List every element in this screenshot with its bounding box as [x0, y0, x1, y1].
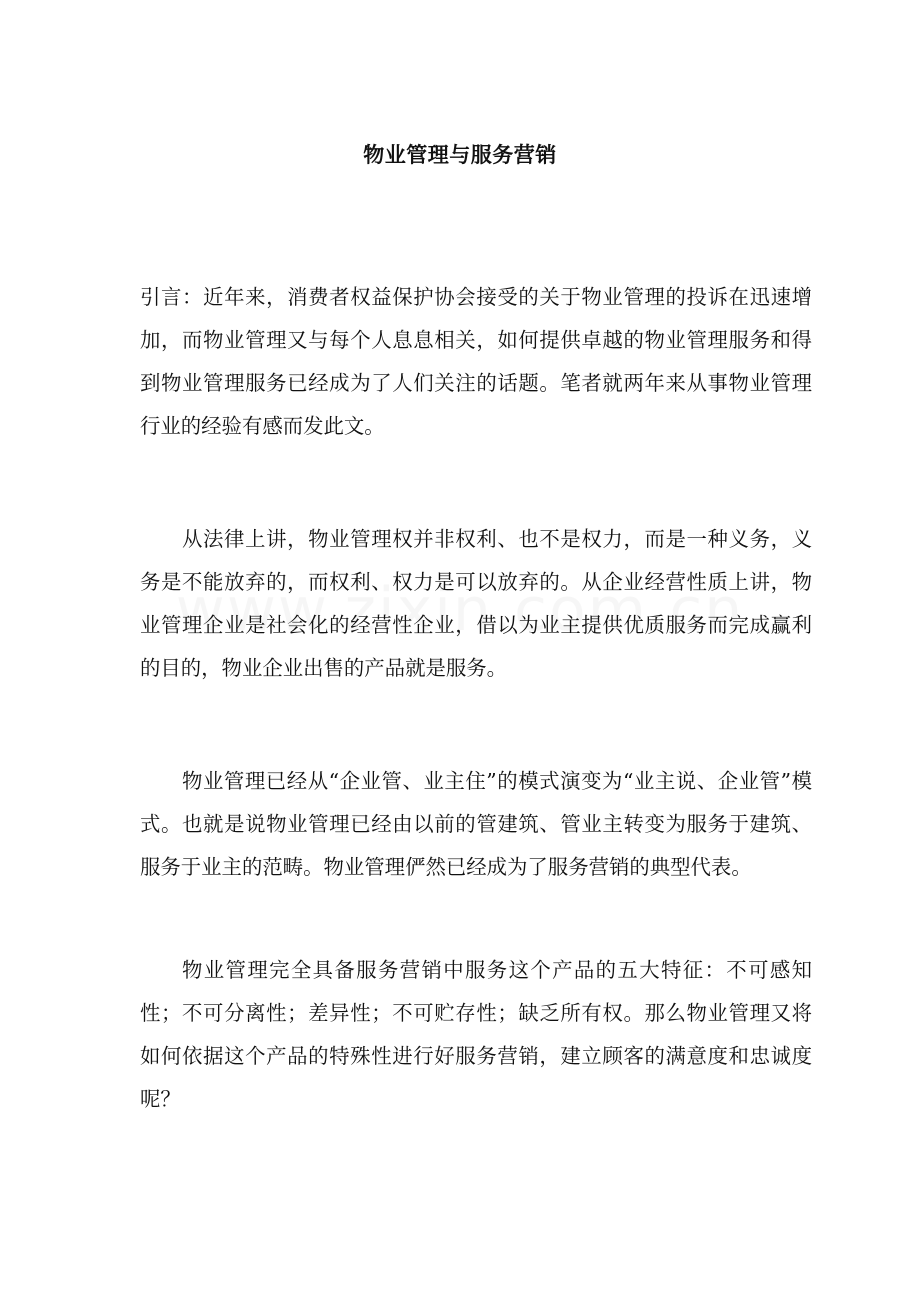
paragraph-introduction: 引言：近年来，消费者权益保护协会接受的关于物业管理的投诉在迅速增加，而物业管理又与每个人息息相关，如何提供卓越的物业管理服务和得到物业管理服务已经成为了人们关注的话题。笔者就两年来从事物业管理行业的经验有感而发此文。 [140, 285, 812, 438]
paragraph-model-shift: 物业管理已经从“企业管、业主住”的模式演变为“业主说、企业管”模式。也就是说物业管理已经由以前的管建筑、管业主转变为服务于建筑、服务于业主的范畴。物业管理俨然已经成为了服务营销的典型代表。 [140, 769, 812, 879]
paragraph-service-characteristics: 物业管理完全具备服务营销中服务这个产品的五大特征：不可感知性；不可分离性；差异性；不可贮存性；缺乏所有权。那么物业管理又将如何依据这个产品的特殊性进行好服务营销，建立顾客的满意度和忠诚度呢？ [140, 958, 812, 1111]
paragraph-legal-nature: 从法律上讲，物业管理权并非权利、也不是权力，而是一种义务，义务是不能放弃的，而权利、权力是可以放弃的。从企业经营性质上讲，物业管理企业是社会化的经营性企业，借以为业主提供优质服务而完成赢利的目的，物业企业出售的产品就是服务。 [140, 527, 812, 680]
document-title: 物业管理与服务营销 [363, 143, 557, 167]
